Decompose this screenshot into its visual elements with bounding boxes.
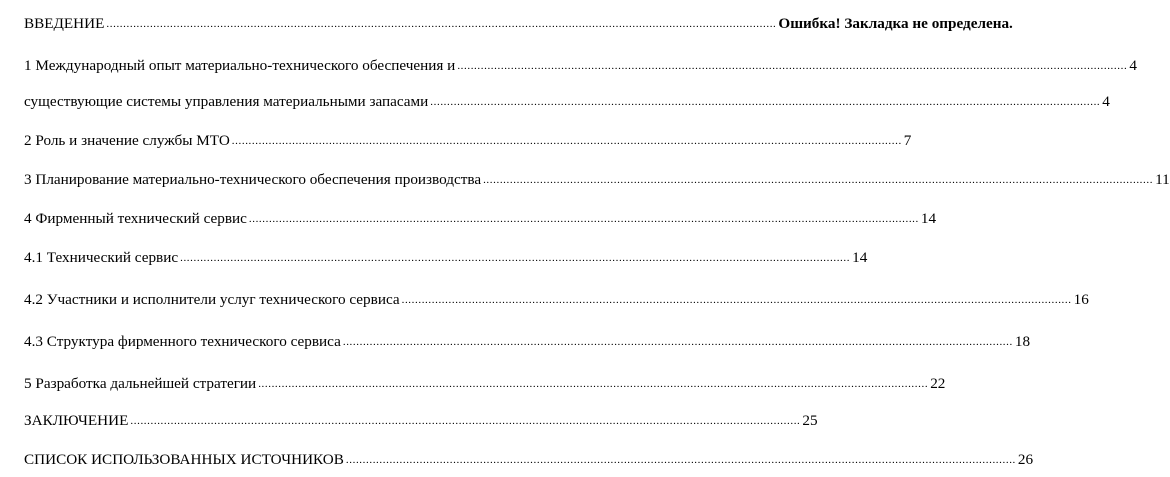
- toc-entry-page: 4: [1129, 57, 1137, 74]
- toc-entry-chapter-1-cont[interactable]: [24, 89, 1110, 111]
- toc-dot-leader: ........................................................................................................................................................................................................: [342, 336, 1013, 348]
- toc-entry-chapter-3[interactable]: [24, 167, 1170, 189]
- toc-entry-title: 4 Фирменный технический сервис: [24, 210, 247, 227]
- toc-dot-leader: ........................................................................................................................................................................................................: [457, 60, 1128, 72]
- toc-entry-title: 1 Международный опыт материально-технического обеспечения и: [24, 57, 456, 74]
- toc-entry-title: СПИСОК ИСПОЛЬЗОВАННЫХ ИСТОЧНИКОВ: [24, 451, 344, 468]
- toc-entry-introduction[interactable]: [24, 11, 1013, 33]
- toc-entry-page: 14: [852, 249, 868, 266]
- toc-entry-chapter-4[interactable]: [24, 206, 937, 228]
- toc-entry-title: 4.2 Участники и исполнители услуг технического сервиса: [24, 291, 400, 308]
- toc-entry-title: существующие системы управления материальными запасами: [24, 93, 429, 110]
- toc-dot-leader: ........................................................................................................................................................................................................: [130, 415, 801, 427]
- toc-entry-title: 3 Планирование материально-технического обеспечения производства: [24, 171, 482, 188]
- table-of-contents: [24, 0, 1170, 477]
- toc-entry-title: 4.1 Технический сервис: [24, 249, 179, 266]
- toc-entry-section-4-2[interactable]: [24, 287, 1089, 309]
- toc-dot-leader: ........................................................................................................................................................................................................: [248, 213, 919, 225]
- toc-dot-leader: ........................................................................................................................................................................................................: [401, 294, 1072, 306]
- toc-entry-title: 4.3 Структура фирменного технического сервиса: [24, 333, 341, 350]
- toc-entry-chapter-1[interactable]: [24, 53, 1137, 75]
- toc-entry-page: 16: [1073, 291, 1089, 308]
- toc-entry-page: 22: [930, 375, 946, 392]
- toc-entry-page: 18: [1014, 333, 1031, 350]
- toc-entry-references[interactable]: [24, 447, 1034, 469]
- toc-entry-page: 26: [1017, 451, 1034, 468]
- toc-entry-chapter-5[interactable]: [24, 371, 946, 393]
- toc-entry-page: 14: [920, 210, 937, 227]
- toc-entry-title: ВВЕДЕНИЕ: [24, 15, 105, 32]
- toc-entry-title: ЗАКЛЮЧЕНИЕ: [24, 412, 129, 429]
- toc-entry-page: 7: [903, 132, 912, 149]
- toc-dot-leader: ........................................................................................................................................................................................................: [483, 174, 1154, 186]
- toc-dot-leader: ........................................................................................................................................................................................................: [231, 135, 902, 147]
- toc-entry-page: 25: [802, 412, 818, 429]
- toc-entry-page: Ошибка! Закладка не определена.: [778, 15, 1013, 32]
- toc-entry-conclusion[interactable]: [24, 408, 818, 430]
- toc-dot-leader: ........................................................................................................................................................................................................: [345, 454, 1016, 466]
- toc-dot-leader: ........................................................................................................................................................................................................: [180, 252, 851, 264]
- toc-entry-page: 11: [1155, 171, 1170, 188]
- toc-entry-section-4-1[interactable]: [24, 245, 868, 267]
- toc-entry-title: 2 Роль и значение службы МТО: [24, 132, 230, 149]
- toc-entry-section-4-3[interactable]: [24, 329, 1031, 351]
- toc-dot-leader: ........................................................................................................................................................................................................: [430, 96, 1101, 108]
- toc-entry-page: 4: [1102, 93, 1110, 110]
- toc-entry-title: 5 Разработка дальнейшей стратегии: [24, 375, 257, 392]
- toc-entry-chapter-2[interactable]: [24, 128, 912, 150]
- toc-dot-leader: ........................................................................................................................................................................................................: [258, 378, 929, 390]
- toc-dot-leader: ........................................................................................................................................................................................................: [106, 18, 777, 30]
